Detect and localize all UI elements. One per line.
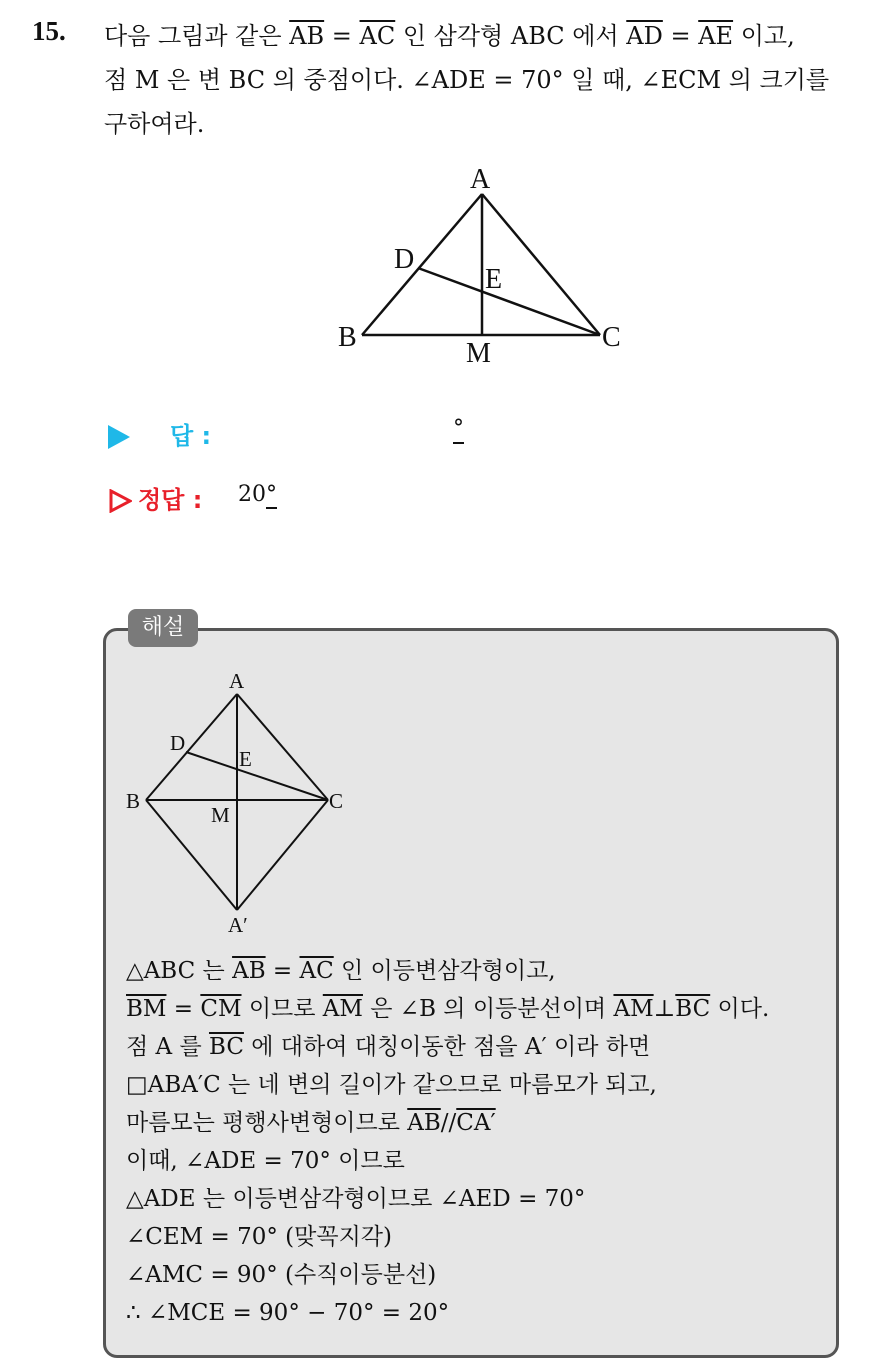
problem-number: 15. <box>32 16 66 46</box>
solution-line-8: ∠CEM = 70° (맞꼭지각) <box>126 1224 392 1250</box>
rhombus-figure <box>118 668 358 940</box>
solution-line-1: △ABC 는 $\overline{AB} = \overline{AC}$ 인 이등변삼각형이고, <box>126 958 556 984</box>
label-D: D <box>170 731 186 755</box>
solution-line-5: 마름모는 평행사변형이므로 $\overline{AB}//CA'$ <box>126 1110 496 1136</box>
triangle-figure <box>330 160 630 380</box>
solution-line-6: 이때, ∠ADE = 70° 이므로 <box>126 1148 405 1174</box>
outline-triangle-icon <box>108 489 132 513</box>
label-M: M <box>211 803 230 827</box>
solution-line-4: □ABA′C 는 네 변의 길이가 같으므로 마름모가 되고, <box>126 1072 657 1098</box>
correct-value: 20° <box>238 482 277 507</box>
solution-line-9: ∠AMC = 90° (수직이등분선) <box>126 1262 437 1288</box>
label-E: E <box>485 264 503 295</box>
problem-line-3: 구하여라. <box>104 110 205 138</box>
side-AB <box>362 194 482 335</box>
problem-line-2: 점 M 은 변 BC 의 중점이다. ∠ADE = 70° 일 때, ∠ECM 의 크기를 <box>104 66 830 94</box>
play-triangle-icon <box>108 425 130 449</box>
label-D: D <box>394 244 415 275</box>
correct-answer-row <box>108 480 202 515</box>
solution-line-2: $\overline{BM} = \overline{CM}$ 이므로 $\overline{AM}$ 은 ∠B 의 이등분선이며 $\overline{AM}\perp\overline{BC}$ 이다. <box>126 996 770 1022</box>
side-AB <box>146 694 237 800</box>
correct-label: 정답 : <box>138 486 203 514</box>
label-B: B <box>126 789 141 813</box>
answer-label: 답 : <box>170 422 212 450</box>
problem-statement <box>104 14 864 146</box>
solution-line-10: ∴ ∠MCE = 90° − 70° = 20° <box>126 1300 450 1326</box>
solution-tab: 해설 <box>128 609 198 647</box>
label-B: B <box>338 322 357 353</box>
answer-row <box>108 416 211 451</box>
label-A: A <box>470 164 491 195</box>
label-E: E <box>239 747 252 771</box>
label-A: A <box>229 669 245 693</box>
label-C: C <box>602 322 621 353</box>
label-M: M <box>466 338 491 369</box>
problem-line-1: 다음 그림과 같은 $\overline{AB} = \overline{AC}$ 인 삼각형 ABC 에서 $\overline{AD} = \overline{AE}$ 이고, <box>104 22 795 50</box>
answer-blank[interactable]: ° <box>453 416 464 444</box>
solution-line-7: △ADE 는 이등변삼각형이므로 ∠AED = 70° <box>126 1186 586 1212</box>
solution-text <box>126 952 826 1332</box>
label-C: C <box>329 789 344 813</box>
label-A-prime: A′ <box>228 913 248 937</box>
side-CA2 <box>237 800 328 910</box>
solution-line-3: 점 A 를 $\overline{BC}$ 에 대하여 대칭이동한 점을 A′ 이라 하면 <box>126 1034 651 1060</box>
